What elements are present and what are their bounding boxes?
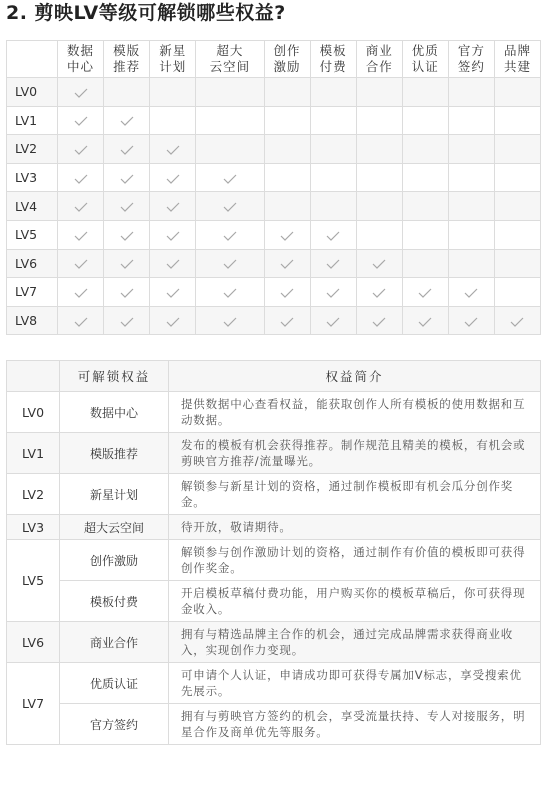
matrix-col-header xyxy=(402,41,448,78)
matrix-cell-unlocked xyxy=(58,106,104,135)
detail-level-label: LV1 xyxy=(7,433,60,474)
matrix-col-header-line: 超大 xyxy=(216,43,244,58)
matrix-cell-empty xyxy=(494,163,540,192)
detail-benefit-name: 超大云空间 xyxy=(60,515,169,540)
matrix-cell-unlocked xyxy=(264,278,310,307)
check-icon xyxy=(166,202,180,212)
check-icon xyxy=(166,259,180,269)
matrix-cell-unlocked xyxy=(196,163,264,192)
detail-row xyxy=(7,581,541,622)
check-icon xyxy=(223,231,237,241)
matrix-cell-unlocked xyxy=(448,278,494,307)
matrix-cell-unlocked xyxy=(104,278,150,307)
detail-benefit-desc: 解锁参与新星计划的资格，通过制作模板即有机会瓜分创作奖金。 xyxy=(169,474,541,515)
matrix-cell-unlocked xyxy=(150,163,196,192)
check-icon xyxy=(120,145,134,155)
matrix-cell-unlocked xyxy=(356,249,402,278)
matrix-level-label: LV1 xyxy=(7,106,58,135)
level-matrix-table xyxy=(6,40,541,335)
check-icon xyxy=(120,259,134,269)
detail-benefit-desc: 拥有与精选品牌主合作的机会，通过完成品牌需求获得商业收入，实现创作力变现。 xyxy=(169,622,541,663)
matrix-cell-unlocked xyxy=(264,220,310,249)
check-icon xyxy=(74,259,88,269)
matrix-cell-empty xyxy=(264,78,310,107)
matrix-cell-empty xyxy=(402,192,448,221)
matrix-cell-empty xyxy=(494,106,540,135)
matrix-cell-empty xyxy=(356,220,402,249)
check-icon xyxy=(464,317,478,327)
matrix-cell-empty xyxy=(448,106,494,135)
matrix-cell-unlocked xyxy=(402,278,448,307)
matrix-cell-unlocked xyxy=(150,135,196,164)
matrix-cell-unlocked xyxy=(58,306,104,335)
matrix-cell-unlocked xyxy=(150,192,196,221)
check-icon xyxy=(280,317,294,327)
matrix-cell-unlocked xyxy=(448,306,494,335)
matrix-cell-empty xyxy=(402,78,448,107)
detail-benefit-name: 官方签约 xyxy=(60,704,169,745)
section-heading: 2. 剪映LV等级可解锁哪些权益? xyxy=(6,2,286,24)
matrix-cell-unlocked xyxy=(310,306,356,335)
matrix-cell-empty xyxy=(196,106,264,135)
matrix-cell-empty xyxy=(356,135,402,164)
detail-benefit-name: 新星计划 xyxy=(60,474,169,515)
matrix-level-label: LV7 xyxy=(7,278,58,307)
matrix-cell-unlocked xyxy=(104,306,150,335)
detail-row xyxy=(7,540,541,581)
matrix-cell-unlocked xyxy=(402,306,448,335)
check-icon xyxy=(326,231,340,241)
matrix-cell-empty xyxy=(448,249,494,278)
matrix-col-header-line: 模版 xyxy=(113,43,141,58)
check-icon xyxy=(223,174,237,184)
matrix-cell-empty xyxy=(494,220,540,249)
matrix-col-header-line: 推荐 xyxy=(113,59,141,74)
matrix-cell-unlocked xyxy=(104,106,150,135)
matrix-col-header-line: 商业 xyxy=(365,43,393,58)
matrix-col-header xyxy=(150,41,196,78)
matrix-cell-unlocked xyxy=(104,135,150,164)
check-icon xyxy=(120,174,134,184)
check-icon xyxy=(166,288,180,298)
matrix-cell-empty xyxy=(196,135,264,164)
matrix-row xyxy=(7,135,541,164)
matrix-cell-empty xyxy=(104,78,150,107)
matrix-cell-unlocked xyxy=(196,249,264,278)
check-icon xyxy=(166,231,180,241)
matrix-cell-unlocked xyxy=(150,220,196,249)
check-icon xyxy=(326,259,340,269)
matrix-level-label: LV5 xyxy=(7,220,58,249)
matrix-cell-empty xyxy=(264,192,310,221)
detail-row xyxy=(7,474,541,515)
check-icon xyxy=(74,145,88,155)
matrix-cell-empty xyxy=(356,163,402,192)
matrix-cell-unlocked xyxy=(264,249,310,278)
matrix-col-header-line: 优质 xyxy=(411,43,439,58)
check-icon xyxy=(120,288,134,298)
detail-header-level xyxy=(7,361,60,392)
detail-row xyxy=(7,622,541,663)
matrix-col-header-line: 认证 xyxy=(411,59,439,74)
matrix-col-header-line: 创作 xyxy=(273,43,301,58)
matrix-cell-empty xyxy=(448,78,494,107)
check-icon xyxy=(372,317,386,327)
check-icon xyxy=(74,231,88,241)
matrix-col-header-line: 中心 xyxy=(67,59,95,74)
matrix-col-header-line: 新星 xyxy=(159,43,187,58)
detail-benefit-name: 模板付费 xyxy=(60,581,169,622)
matrix-cell-empty xyxy=(310,135,356,164)
detail-benefit-name: 创作激励 xyxy=(60,540,169,581)
detail-level-label: LV7 xyxy=(7,663,60,745)
matrix-col-header-line: 品牌 xyxy=(503,43,531,58)
detail-level-label: LV0 xyxy=(7,392,60,433)
matrix-cell-unlocked xyxy=(494,306,540,335)
check-icon xyxy=(120,116,134,126)
check-icon xyxy=(74,174,88,184)
matrix-cell-unlocked xyxy=(356,306,402,335)
matrix-cell-unlocked xyxy=(104,163,150,192)
matrix-col-header-line: 云空间 xyxy=(209,59,251,74)
detail-benefit-desc: 开启模板草稿付费功能，用户购买你的模板草稿后，你可获得现金收入。 xyxy=(169,581,541,622)
matrix-cell-unlocked xyxy=(58,135,104,164)
matrix-cell-unlocked xyxy=(58,78,104,107)
matrix-cell-unlocked xyxy=(104,220,150,249)
matrix-row xyxy=(7,306,541,335)
matrix-cell-empty xyxy=(356,78,402,107)
detail-benefit-desc: 拥有与剪映官方签约的机会，享受流量扶持、专人对接服务，明星合作及商单优先等服务。 xyxy=(169,704,541,745)
detail-row xyxy=(7,515,541,540)
matrix-cell-empty xyxy=(448,135,494,164)
matrix-cell-unlocked xyxy=(310,249,356,278)
detail-body xyxy=(7,392,541,745)
matrix-cell-unlocked xyxy=(58,192,104,221)
check-icon xyxy=(120,231,134,241)
matrix-row xyxy=(7,192,541,221)
check-icon xyxy=(120,317,134,327)
matrix-cell-unlocked xyxy=(196,192,264,221)
matrix-col-header-line: 共建 xyxy=(503,59,531,74)
matrix-col-header-line: 模板 xyxy=(319,43,347,58)
matrix-cell-empty xyxy=(356,192,402,221)
check-icon xyxy=(223,288,237,298)
detail-header-desc: 权益简介 xyxy=(169,361,541,392)
matrix-cell-empty xyxy=(494,278,540,307)
matrix-cell-empty xyxy=(264,135,310,164)
matrix-col-header-line: 合作 xyxy=(365,59,393,74)
matrix-cell-empty xyxy=(402,106,448,135)
check-icon xyxy=(223,317,237,327)
check-icon xyxy=(74,202,88,212)
matrix-col-header-line: 数据 xyxy=(67,43,95,58)
detail-level-label: LV6 xyxy=(7,622,60,663)
matrix-level-label: LV4 xyxy=(7,192,58,221)
matrix-cell-unlocked xyxy=(150,306,196,335)
detail-row xyxy=(7,704,541,745)
check-icon xyxy=(326,288,340,298)
matrix-cell-unlocked xyxy=(58,163,104,192)
matrix-cell-unlocked xyxy=(196,306,264,335)
detail-benefit-desc: 待开放，敬请期待。 xyxy=(169,515,541,540)
matrix-cell-empty xyxy=(494,249,540,278)
matrix-cell-empty xyxy=(356,106,402,135)
check-icon xyxy=(372,259,386,269)
matrix-col-header-line: 激励 xyxy=(273,59,301,74)
matrix-cell-unlocked xyxy=(104,192,150,221)
matrix-cell-unlocked xyxy=(150,249,196,278)
matrix-cell-empty xyxy=(264,163,310,192)
matrix-col-header xyxy=(58,41,104,78)
matrix-cell-empty xyxy=(448,220,494,249)
matrix-cell-empty xyxy=(402,135,448,164)
check-icon xyxy=(74,88,88,98)
matrix-row xyxy=(7,220,541,249)
detail-benefit-name: 数据中心 xyxy=(60,392,169,433)
detail-level-label: LV3 xyxy=(7,515,60,540)
matrix-cell-empty xyxy=(310,192,356,221)
matrix-level-label: LV6 xyxy=(7,249,58,278)
matrix-cell-unlocked xyxy=(58,249,104,278)
matrix-cell-unlocked xyxy=(104,249,150,278)
matrix-col-header xyxy=(196,41,264,78)
detail-level-label: LV5 xyxy=(7,540,60,622)
detail-benefit-name: 商业合作 xyxy=(60,622,169,663)
matrix-level-label: LV3 xyxy=(7,163,58,192)
check-icon xyxy=(418,288,432,298)
matrix-cell-empty xyxy=(448,192,494,221)
matrix-cell-unlocked xyxy=(58,220,104,249)
check-icon xyxy=(372,288,386,298)
matrix-cell-empty xyxy=(310,106,356,135)
matrix-cell-empty xyxy=(310,163,356,192)
check-icon xyxy=(280,259,294,269)
matrix-body xyxy=(7,78,541,335)
check-icon xyxy=(166,174,180,184)
matrix-cell-empty xyxy=(196,78,264,107)
matrix-col-header-line: 计划 xyxy=(159,59,187,74)
matrix-cell-empty xyxy=(494,192,540,221)
matrix-col-header xyxy=(448,41,494,78)
matrix-level-label: LV0 xyxy=(7,78,58,107)
check-icon xyxy=(223,259,237,269)
matrix-row xyxy=(7,106,541,135)
matrix-level-label: LV8 xyxy=(7,306,58,335)
matrix-cell-unlocked xyxy=(196,278,264,307)
check-icon xyxy=(326,317,340,327)
matrix-cell-empty xyxy=(448,163,494,192)
matrix-cell-unlocked xyxy=(58,278,104,307)
matrix-cell-empty xyxy=(310,78,356,107)
detail-benefit-desc: 解锁参与创作激励计划的资格，通过制作有价值的模板即可获得创作奖金。 xyxy=(169,540,541,581)
benefit-detail-table xyxy=(6,360,541,745)
check-icon xyxy=(74,317,88,327)
detail-benefit-desc: 可申请个人认证，申请成功即可获得专属加V标志，享受搜索优先展示。 xyxy=(169,663,541,704)
matrix-col-header xyxy=(104,41,150,78)
matrix-cell-unlocked xyxy=(356,278,402,307)
matrix-cell-unlocked xyxy=(196,220,264,249)
matrix-cell-empty xyxy=(402,220,448,249)
check-icon xyxy=(280,231,294,241)
check-icon xyxy=(464,288,478,298)
matrix-row xyxy=(7,278,541,307)
check-icon xyxy=(166,317,180,327)
detail-row xyxy=(7,392,541,433)
detail-benefit-desc: 发布的模板有机会获得推荐。制作规范且精美的模板，有机会或剪映官方推荐/流量曝光。 xyxy=(169,433,541,474)
matrix-cell-empty xyxy=(402,163,448,192)
detail-row xyxy=(7,433,541,474)
check-icon xyxy=(74,116,88,126)
detail-level-label: LV2 xyxy=(7,474,60,515)
matrix-row xyxy=(7,78,541,107)
check-icon xyxy=(74,288,88,298)
check-icon xyxy=(280,288,294,298)
check-icon xyxy=(510,317,524,327)
matrix-col-header xyxy=(494,41,540,78)
matrix-row xyxy=(7,249,541,278)
detail-header-row xyxy=(7,361,541,392)
detail-row xyxy=(7,663,541,704)
matrix-cell-unlocked xyxy=(310,278,356,307)
check-icon xyxy=(418,317,432,327)
matrix-cell-unlocked xyxy=(310,220,356,249)
matrix-cell-empty xyxy=(494,78,540,107)
detail-benefit-name: 优质认证 xyxy=(60,663,169,704)
detail-benefit-name: 模版推荐 xyxy=(60,433,169,474)
check-icon xyxy=(166,145,180,155)
check-icon xyxy=(223,202,237,212)
matrix-header-row xyxy=(7,41,541,78)
matrix-col-header-line: 官方 xyxy=(457,43,485,58)
matrix-cell-empty xyxy=(402,249,448,278)
matrix-cell-empty xyxy=(494,135,540,164)
matrix-col-header xyxy=(310,41,356,78)
matrix-cell-empty xyxy=(264,106,310,135)
matrix-level-label: LV2 xyxy=(7,135,58,164)
detail-header-benefit: 可解锁权益 xyxy=(60,361,169,392)
matrix-cell-unlocked xyxy=(150,278,196,307)
matrix-cell-empty xyxy=(150,78,196,107)
matrix-corner-cell xyxy=(7,41,58,78)
matrix-cell-unlocked xyxy=(264,306,310,335)
matrix-row xyxy=(7,163,541,192)
detail-benefit-desc: 提供数据中心查看权益，能获取创作人所有模板的使用数据和互动数据。 xyxy=(169,392,541,433)
matrix-col-header-line: 付费 xyxy=(319,59,347,74)
matrix-col-header-line: 签约 xyxy=(457,59,485,74)
matrix-cell-empty xyxy=(150,106,196,135)
matrix-col-header xyxy=(356,41,402,78)
check-icon xyxy=(120,202,134,212)
matrix-col-header xyxy=(264,41,310,78)
